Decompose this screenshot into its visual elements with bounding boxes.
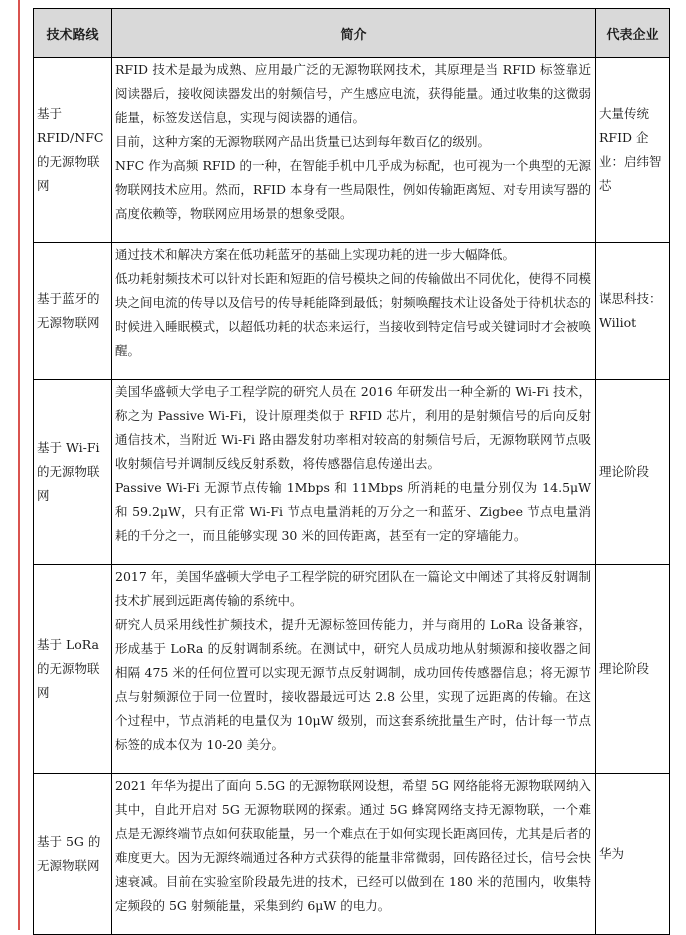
intro-paragraph: 美国华盛顿大学电子工程学院的研究人员在 2016 年研发出一种全新的 Wi-Fi 技术，称之为 Passive Wi-Fi，设计原理类似于 RFID 芯片，利用的是射频信号的后向反射通信技术，当附近 Wi-Fi 路由器发射功率相对较高的射频信号后，无源物联网节点吸收射频信号并调制反线反射系数，将传感器信息传递出去。 — [115, 384, 591, 471]
company-cell: 理论阶段 — [596, 565, 670, 774]
intro-cell — [112, 380, 596, 565]
intro-paragraph: 2021 年华为提出了面向 5.5G 的无源物联网设想，希望 5G 网络能将无源物联网纳入其中，自此开启对 5G 无源物联网的探索。通过 5G 蜂窝网络支持无源物联，一个难点是无源终端节点如何获取能量，另一个难点在于如何实现长距离回传，尤其是后者的难度更大。因为无源终端通过各种方式获得的能量非常微弱，回传路径过长，信号会快速衰减。目前在实验室阶段最先进的技术，已经可以做到在 180 米的范围内，收集特定频段的 5G 射频能量，采集到约 6μW 的电力。 — [115, 778, 591, 913]
route-cell: 基于 RFID/NFC 的无源物联网 — [34, 58, 112, 243]
company-cell: 理论阶段 — [596, 380, 670, 565]
intro-cell — [112, 58, 596, 243]
header-route: 技术路线 — [34, 9, 112, 58]
intro-paragraph: Passive Wi-Fi 无源节点传输 1Mbps 和 11Mbps 所消耗的电量分别仅为 14.5μW 和 59.2μW，只有正常 Wi-Fi 节点电量消耗的万分之一和蓝牙、Zigbee 节点电量消耗的千分之一，而且能够实现 30 米的回传距离，甚至有一定的穿墙能力。 — [115, 480, 591, 543]
company-cell: 华为 — [596, 774, 670, 935]
table-row — [34, 380, 670, 565]
intro-paragraph: 研究人员采用线性扩频技术，提升无源标签回传能力，并与商用的 LoRa 设备兼容，形成基于 LoRa 的反射调制系统。在测试中，研究人员成功地从射频源和接收器之间相隔 475 米的任何位置可以实现无源节点反射调制，成功回传传感器信息；将无源节点与射频源位于同一位置时，接收器最远可达 2.8 公里，实现了远距离的传输。在这个过程中，节点消耗的电量仅为 10μW 级别，而这套系统批量生产时，估计每一节点标签的成本仅为 10-20 美分。 — [115, 617, 591, 752]
route-cell: 基于 LoRa 的无源物联网 — [34, 565, 112, 774]
intro-paragraph: 2017 年，美国华盛顿大学电子工程学院的研究团队在一篇论文中阐述了其将反射调制技术扩展到远距离传输的系统中。 — [115, 569, 591, 608]
table-row — [34, 565, 670, 774]
intro-paragraph: 通过技术和解决方案在低功耗蓝牙的基础上实现功耗的进一步大幅降低。 — [115, 247, 516, 262]
intro-cell — [112, 774, 596, 935]
document-sheet — [33, 8, 669, 935]
intro-cell — [112, 565, 596, 774]
route-cell: 基于蓝牙的无源物联网 — [34, 243, 112, 380]
intro-paragraph: NFC 作为高频 RFID 的一种，在智能手机中几乎成为标配，也可视为一个典型的无源物联网技术应用。然而，RFID 本身有一些局限性，例如传输距离短、对专用读写器的高度依赖等，物联网应用场景的想象受限。 — [115, 158, 591, 221]
company-cell: 大量传统 RFID 企业：启纬智芯 — [596, 58, 670, 243]
table-row — [34, 243, 670, 380]
company-cell: 谋思科技：Wiliot — [596, 243, 670, 380]
table-row — [34, 774, 670, 935]
intro-cell — [112, 243, 596, 380]
table-header-row — [34, 9, 670, 58]
intro-paragraph: 目前，这种方案的无源物联网产品出货量已达到每年数百亿的级别。 — [115, 134, 491, 149]
intro-paragraph: RFID 技术是最为成熟、应用最广泛的无源物联网技术，其原理是当 RFID 标签靠近阅读器后，接收阅读器发出的射频信号，产生感应电流，获得能量。通过收集的这微弱能量，标签发送信息，实现与阅读器的通信。 — [115, 62, 591, 125]
margin-rule — [18, 0, 20, 930]
table-row — [34, 58, 670, 243]
tech-route-table — [33, 8, 670, 935]
route-cell: 基于 5G 的无源物联网 — [34, 774, 112, 935]
route-cell: 基于 Wi-Fi 的无源物联网 — [34, 380, 112, 565]
header-company: 代表企业 — [596, 9, 670, 58]
intro-paragraph: 低功耗射频技术可以针对长距和短距的信号模块之间的传输做出不同优化，使得不同模块之间电流的传导以及信号的传导耗能降到最低；射频唤醒技术让设备处于待机状态的时候进入睡眠模式，以超低功耗的状态来运行，当接收到特定信号或关键词时才会被唤醒。 — [115, 271, 591, 358]
header-intro: 简介 — [112, 9, 596, 58]
